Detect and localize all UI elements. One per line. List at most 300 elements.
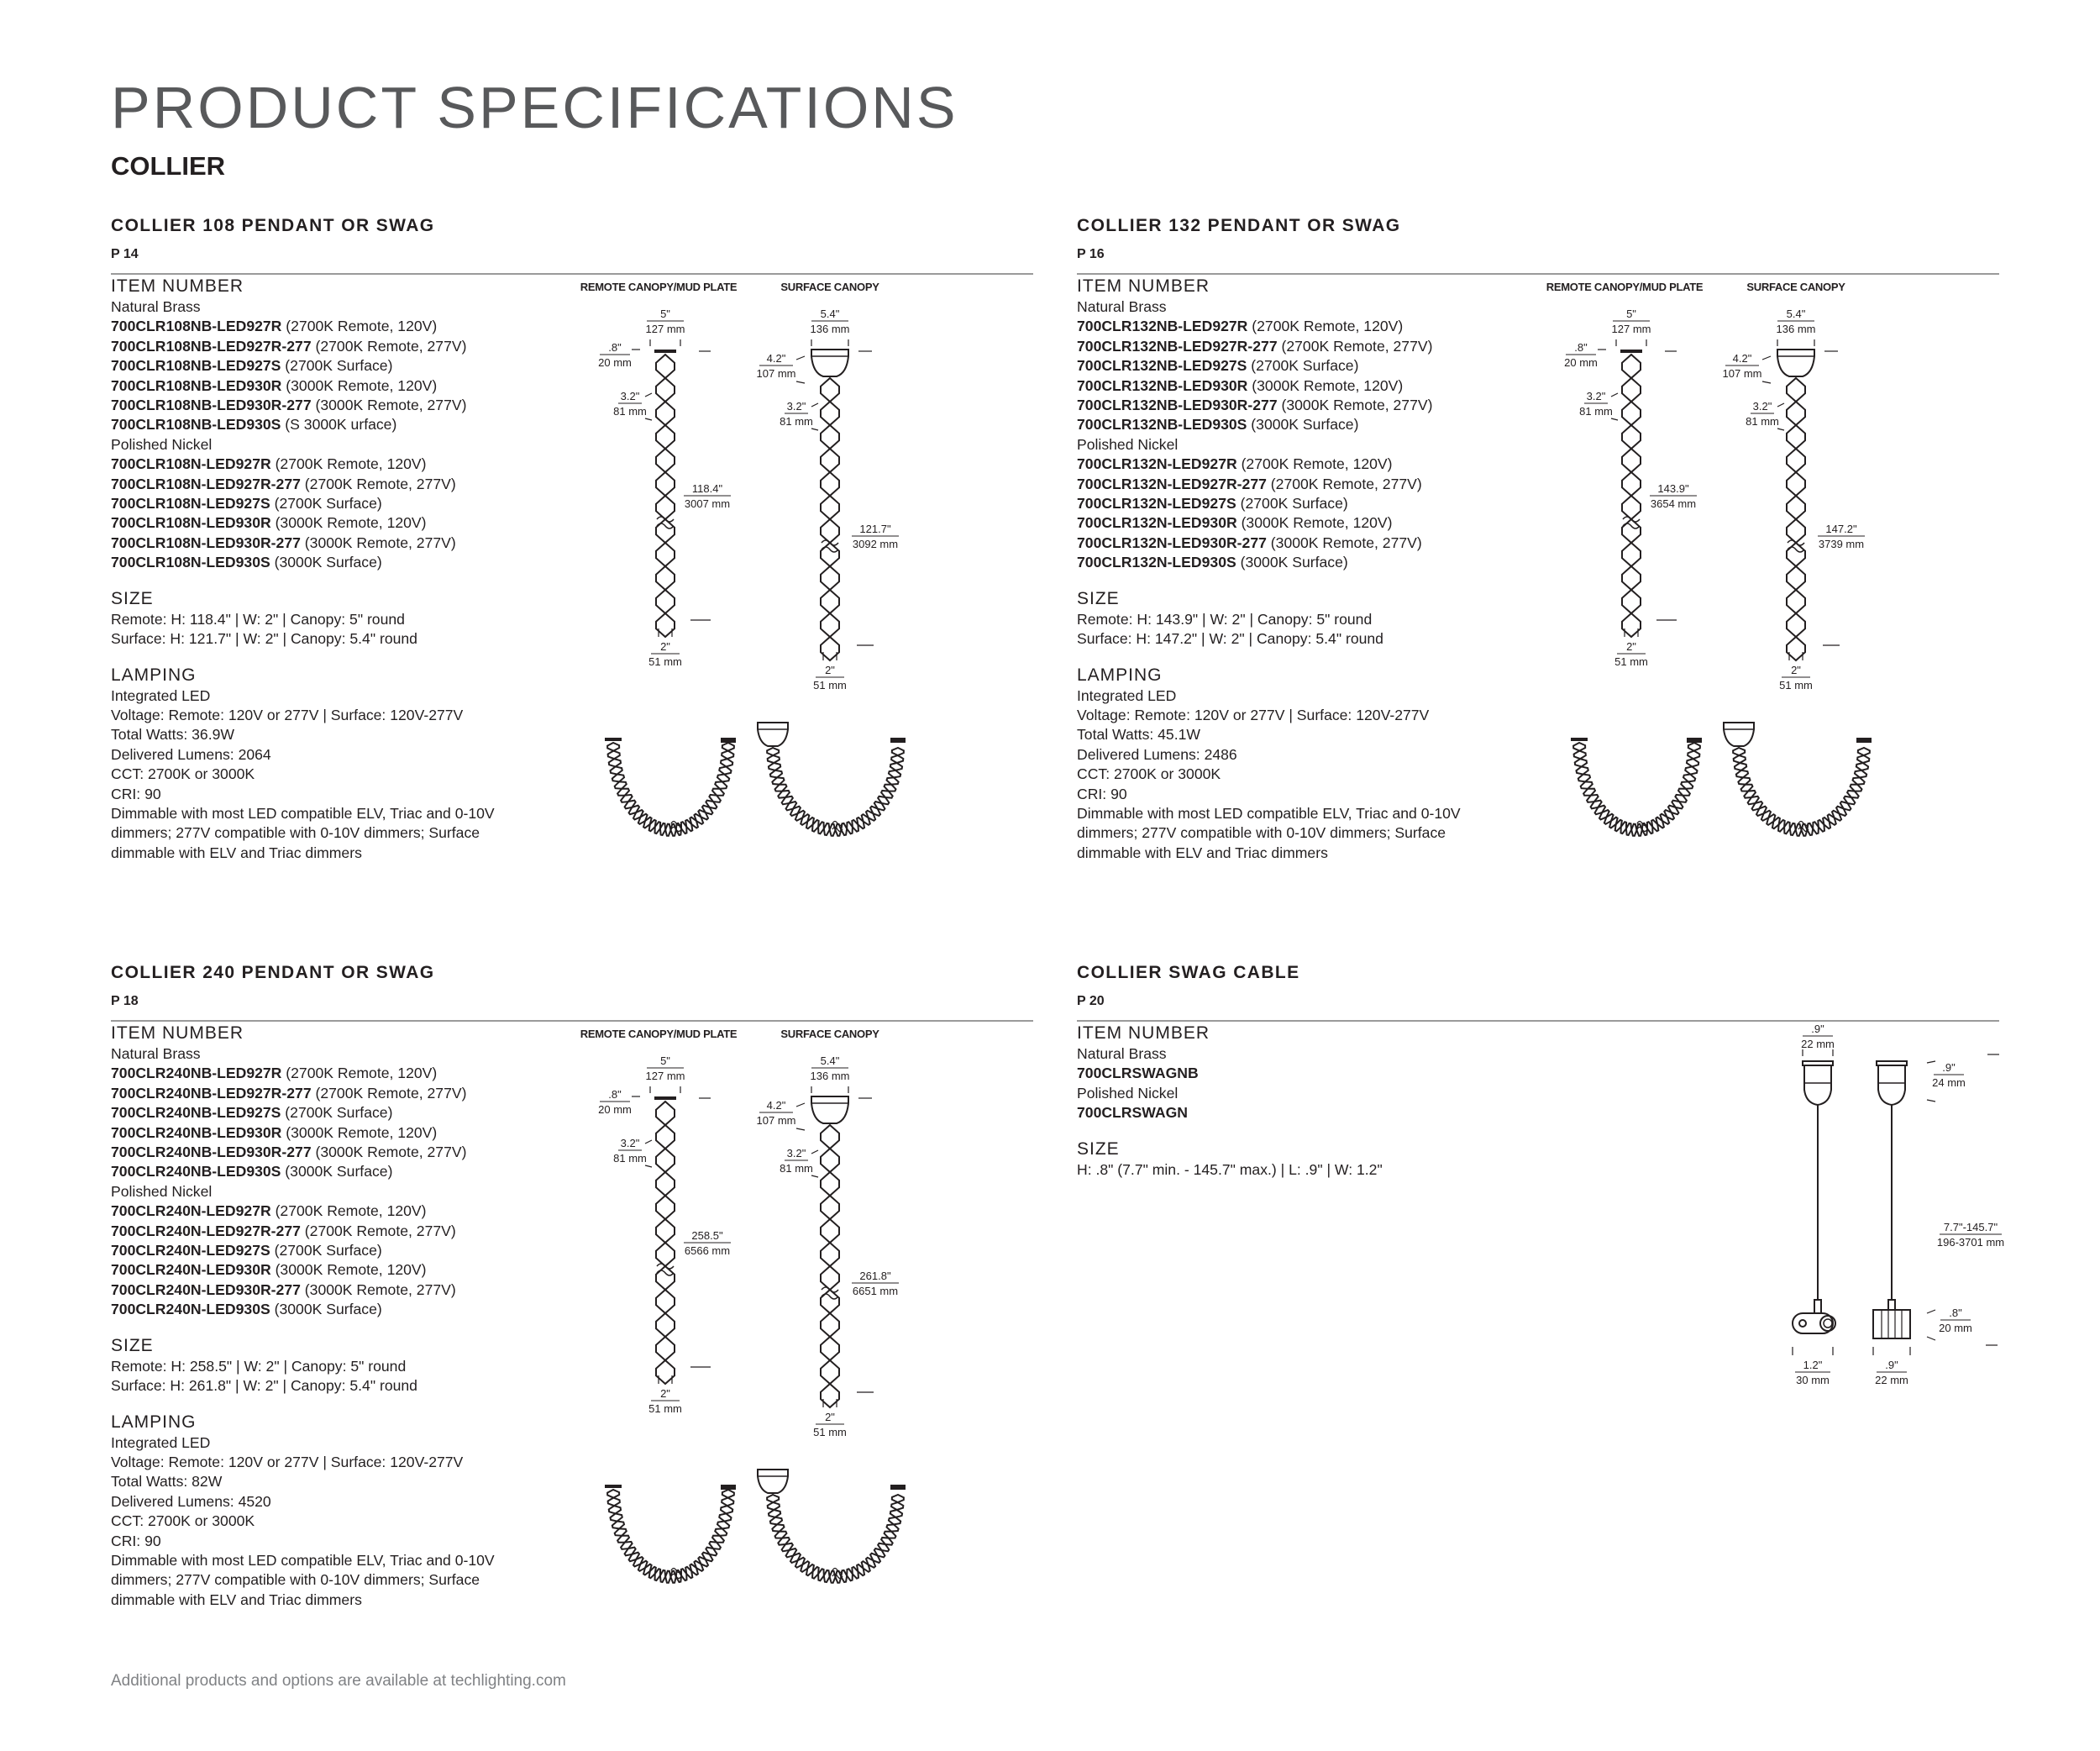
dimension — [1746, 400, 1779, 428]
dimension-mm: 81 mm — [1746, 415, 1779, 428]
item-description: (3000K Surface) — [270, 554, 382, 571]
item-list — [1077, 1044, 1547, 1123]
spec-line: dimmable with ELV and Triac dimmers — [111, 1591, 362, 1608]
spec-line: Surface: H: 261.8" | W: 2" | Canopy: 5.4" round — [111, 1377, 417, 1395]
hook-ring-inner-icon — [1824, 1319, 1832, 1328]
dimension-mm: 127 mm — [645, 323, 685, 335]
item-code: 700CLR132NB-LED927R-277 — [1077, 337, 1278, 355]
chain-link — [772, 1524, 784, 1531]
item-description: Polished Nickel — [1077, 1084, 1179, 1102]
chain-link — [1733, 748, 1745, 755]
item-number — [111, 534, 581, 553]
spec-line: Voltage: Remote: 120V or 277V | Surface: 120V-277V — [111, 1453, 464, 1470]
finish-label — [1077, 1084, 1547, 1103]
chain-link — [1685, 766, 1697, 774]
chain-link — [821, 378, 839, 402]
block-body-icon — [1873, 1310, 1910, 1338]
dimension — [613, 1137, 647, 1165]
dimension-mm: 51 mm — [648, 655, 682, 668]
item-description: (3000K Remote, 277V) — [300, 1280, 456, 1298]
chain-link — [1576, 766, 1588, 774]
chain — [1787, 378, 1805, 660]
chain-link — [1660, 814, 1669, 824]
chain-link — [717, 1522, 729, 1529]
spec-line: dimmers; 277V compatible with 0-10V dimmers; Surface — [111, 1571, 480, 1589]
chain-link — [1622, 378, 1641, 402]
pendant-diagram — [580, 1023, 1033, 1644]
dimension — [1723, 352, 1762, 380]
chain-link — [717, 775, 729, 782]
item-number — [111, 455, 581, 474]
dimension-inches: 2" — [825, 1411, 835, 1423]
leader-line — [1611, 393, 1618, 397]
chain-link — [1599, 810, 1609, 819]
dimension-inches: 4.2" — [766, 1099, 786, 1112]
item-number — [111, 1064, 581, 1083]
item-number-heading: ITEM NUMBER — [111, 276, 244, 296]
chain-link — [866, 1558, 875, 1568]
chain-link — [1622, 355, 1641, 378]
item-description: (3000K Surface) — [1236, 554, 1348, 571]
dimension — [646, 1054, 685, 1082]
item-description: (3000K Remote, 120V) — [1247, 376, 1404, 394]
chain — [656, 355, 675, 637]
section-page-ref: P 14 — [111, 247, 139, 261]
chain-link — [1853, 777, 1865, 784]
item-description: (2700K Surface) — [1247, 357, 1359, 375]
lamping-heading: LAMPING — [1077, 665, 1163, 685]
chain-link — [821, 613, 839, 637]
section-title: COLLIER 108 PENDANT OR SWAG — [111, 216, 435, 235]
chain-link — [767, 748, 779, 755]
leader-line — [811, 403, 818, 407]
item-number — [111, 494, 581, 513]
lamping-heading: LAMPING — [111, 1412, 197, 1432]
dimension-mm: 3007 mm — [684, 497, 731, 510]
spec-line: CCT: 2700K or 3000K — [111, 1512, 255, 1530]
size-list — [111, 1357, 581, 1396]
lamping-list — [1077, 686, 1547, 864]
chain-link — [1832, 811, 1841, 821]
item-code: 700CLR108N-LED930R — [111, 514, 271, 532]
chain-link — [824, 1570, 830, 1582]
item-code: 700CLR132N-LED930S — [1077, 554, 1236, 571]
dimension-inches: 7.7"-145.7" — [1943, 1221, 1998, 1233]
dimension-inches: 2" — [1626, 640, 1636, 653]
item-number — [1077, 356, 1547, 376]
chain-link — [656, 1149, 675, 1172]
item-number — [111, 317, 581, 336]
item-description: (3000K Remote, 277V) — [1277, 397, 1433, 414]
chain-link — [722, 743, 734, 751]
item-description: Natural Brass — [111, 1045, 201, 1062]
dimension-inches: 3.2" — [786, 400, 806, 413]
chain-link — [1622, 543, 1641, 566]
item-code: 700CLR132NB-LED930S — [1077, 416, 1247, 434]
item-code: 700CLR132NB-LED927S — [1077, 357, 1247, 375]
item-code: 700CLRSWAGNB — [1077, 1065, 1199, 1082]
spec-line: H: .8" (7.7" min. - 145.7" max.) | L: .9" | W: 1.2" — [1077, 1160, 1383, 1178]
chain-link — [1575, 759, 1587, 766]
item-number — [1077, 553, 1547, 572]
chain-link — [1858, 748, 1870, 755]
break-mark-icon — [822, 1287, 838, 1299]
chain-link — [870, 807, 880, 816]
chain-link — [1787, 590, 1805, 613]
chain-link — [719, 766, 731, 774]
chain-link — [722, 1490, 734, 1498]
chain-link — [656, 449, 675, 472]
size-heading: SIZE — [1077, 1138, 1120, 1159]
dimension-mm: 127 mm — [645, 1070, 685, 1082]
dimension-inches: .8" — [608, 1088, 622, 1101]
dimension — [813, 664, 847, 691]
dimension-inches: 3.2" — [1752, 400, 1772, 413]
chain — [1622, 355, 1641, 637]
chain-link — [821, 1243, 839, 1266]
chain-link — [790, 807, 801, 816]
item-description: (3000K Surface) — [1247, 416, 1359, 434]
chain-link — [698, 1557, 708, 1566]
dimension — [598, 1088, 632, 1116]
dimension — [613, 390, 647, 418]
leader-line — [1777, 403, 1784, 407]
item-description: (3000K Surface) — [270, 1301, 382, 1318]
item-number — [1077, 455, 1547, 474]
spec-line: Total Watts: 45.1W — [1077, 726, 1200, 744]
item-description: (2700K Surface) — [1236, 495, 1348, 513]
item-description: Polished Nickel — [1077, 435, 1179, 453]
dimension — [1932, 1061, 1966, 1089]
surface-canopy-icon — [811, 350, 848, 376]
swag-chain — [767, 1495, 904, 1583]
item-code: 700CLR108N-LED930S — [111, 554, 270, 571]
footer-note: Additional products and options are available at techlighting.com — [111, 1672, 566, 1690]
item-number — [111, 513, 581, 533]
dimension — [1777, 308, 1816, 335]
spec-line: Dimmable with most LED compatible ELV, Triac and 0-10V — [111, 804, 495, 822]
chain-link — [892, 1495, 904, 1502]
chain-link — [615, 781, 627, 788]
item-description: (2700K Remote, 277V) — [300, 1222, 456, 1239]
dimension-inches: .8" — [608, 341, 622, 354]
chain-link — [608, 751, 620, 760]
surface-canopy-icon — [1777, 350, 1814, 376]
spec-line: CCT: 2700K or 3000K — [111, 765, 255, 783]
item-description: (2700K Remote, 120V) — [281, 318, 438, 335]
chain-link — [656, 496, 675, 519]
dimension-inches: 2" — [660, 640, 670, 653]
chain-link — [1688, 743, 1700, 751]
chain-link — [821, 402, 839, 425]
dimension-inches: 5.4" — [820, 308, 840, 320]
item-number — [111, 1202, 581, 1221]
finish-label — [1077, 1044, 1547, 1064]
dimension-mm: 107 mm — [1722, 367, 1762, 380]
item-number — [1077, 475, 1547, 494]
chain-link — [638, 1561, 648, 1571]
chain-link — [1787, 449, 1805, 472]
diagram-canvas — [1546, 276, 1999, 897]
chain-link — [615, 1528, 627, 1535]
chain-link — [608, 1498, 620, 1506]
section-collier-240 — [111, 963, 1033, 1608]
dimension-inches: .8" — [1574, 341, 1588, 354]
leader-line — [1777, 429, 1784, 430]
chain-link — [1622, 496, 1641, 519]
item-description: (3000K Remote, 277V) — [311, 1144, 467, 1161]
item-number-heading: ITEM NUMBER — [111, 1023, 244, 1043]
swag-cable-hook-version — [1803, 1061, 1833, 1300]
dimension-mm: 22 mm — [1801, 1038, 1835, 1050]
item-description: (2700K Remote, 277V) — [1277, 337, 1433, 355]
chain-link — [633, 810, 643, 819]
remote-canopy-label: REMOTE CANOPY/MUD PLATE — [580, 281, 738, 293]
chain-link — [1622, 425, 1641, 449]
item-code: 700CLR108N-LED927R — [111, 455, 271, 473]
dimension-inches: 2" — [1791, 664, 1801, 676]
dimension-inches: 2" — [660, 1387, 670, 1400]
leader-line — [1927, 1310, 1935, 1313]
chain-link — [1855, 770, 1866, 778]
dimension-mm: 51 mm — [1614, 655, 1648, 668]
mud-plate — [605, 1485, 622, 1488]
dimension-mm: 81 mm — [613, 1152, 647, 1165]
item-description: (2700K Remote, 277V) — [1266, 475, 1422, 492]
page-subtitle: COLLIER — [111, 151, 226, 181]
chain-link — [889, 770, 900, 778]
pendant-diagram — [580, 276, 1033, 897]
chain-link — [656, 590, 675, 613]
chain-link — [1578, 775, 1590, 782]
chain-link — [1761, 811, 1771, 821]
item-number — [111, 553, 581, 572]
spec-line: Voltage: Remote: 120V or 277V | Surface: 120V-277V — [1077, 706, 1430, 723]
item-code: 700CLR240NB-LED927R-277 — [111, 1084, 312, 1102]
item-code: 700CLRSWAGN — [1077, 1104, 1188, 1122]
section-divider — [1077, 273, 1999, 275]
leader-line — [811, 1150, 818, 1154]
hook-hole-icon — [1799, 1320, 1806, 1327]
chain-link — [656, 1102, 675, 1125]
dimension-inches: 1.2" — [1803, 1359, 1823, 1371]
diagram-canvas — [1556, 1023, 2005, 1644]
chain-link — [1622, 519, 1641, 543]
item-description: (2700K Remote, 120V) — [281, 1065, 438, 1082]
leader-line — [796, 356, 805, 360]
item-number — [111, 1084, 581, 1103]
dimension-inches: .9" — [1885, 1359, 1898, 1371]
chain-link — [770, 770, 782, 778]
dimension-mm: 22 mm — [1875, 1374, 1908, 1386]
break-mark-icon — [1788, 540, 1804, 552]
break-mark-icon — [822, 540, 838, 552]
dimension — [780, 1147, 813, 1175]
spec-line: dimmers; 277V compatible with 0-10V dimmers; Surface — [1077, 824, 1446, 842]
dimension-inches: .9" — [1811, 1023, 1824, 1035]
chain-link — [698, 810, 708, 819]
spec-line: Delivered Lumens: 2486 — [1077, 745, 1237, 763]
chain-link — [1796, 824, 1802, 836]
diagram-canvas — [580, 1023, 1033, 1644]
item-description: (3000K Surface) — [281, 1163, 393, 1180]
item-number — [1077, 396, 1547, 415]
dimension — [598, 341, 632, 369]
chain — [821, 1125, 839, 1407]
spec-text — [111, 276, 581, 863]
item-description: Natural Brass — [111, 298, 201, 315]
item-code: 700CLR240N-LED930S — [111, 1301, 270, 1318]
chain-link — [1787, 425, 1805, 449]
chain-link — [656, 1313, 675, 1337]
item-description: Polished Nickel — [111, 435, 213, 453]
dimension-inches: 4.2" — [1732, 352, 1752, 365]
dimension — [1937, 1221, 2004, 1249]
spec-line: Integrated LED — [111, 686, 211, 704]
chain-link — [821, 1172, 839, 1196]
item-description: (3000K Remote, 277V) — [311, 397, 467, 414]
size-heading: SIZE — [1077, 588, 1120, 608]
chain-link — [824, 823, 830, 835]
spec-line: Surface: H: 147.2" | W: 2" | Canopy: 5.4" round — [1077, 630, 1383, 648]
chain-link — [891, 755, 903, 763]
lamping-list — [111, 1433, 581, 1611]
spec-line: dimmers; 277V compatible with 0-10V dimmers; Surface — [111, 824, 480, 842]
leader-line — [796, 1128, 805, 1130]
spec-line: dimmable with ELV and Triac dimmers — [1077, 844, 1328, 861]
item-code: 700CLR108NB-LED930R-277 — [111, 397, 312, 414]
dimension-mm: 30 mm — [1796, 1374, 1830, 1386]
chain-link — [656, 402, 675, 425]
chain — [821, 378, 839, 660]
dimension-mm: 51 mm — [1779, 679, 1813, 691]
chain-link — [656, 1219, 675, 1243]
dimension-inches: 5" — [660, 1054, 670, 1067]
chain-link — [722, 751, 733, 760]
leader-line — [1762, 356, 1771, 360]
break-mark-icon — [657, 1264, 674, 1275]
item-number — [1077, 376, 1547, 396]
dimension — [684, 482, 731, 510]
dimension — [780, 400, 813, 428]
item-code: 700CLR108N-LED927S — [111, 495, 270, 513]
item-number — [111, 1103, 581, 1123]
item-number — [111, 415, 581, 434]
dimension — [684, 1229, 731, 1257]
finish-label — [1077, 297, 1547, 317]
chain-link — [769, 1510, 780, 1517]
dimension-inches: 4.2" — [766, 352, 786, 365]
dimension-inches: 3.2" — [620, 390, 640, 402]
dimension-mm: 81 mm — [1579, 405, 1613, 418]
item-number — [111, 1280, 581, 1300]
size-heading: SIZE — [111, 588, 154, 608]
item-number — [111, 396, 581, 415]
leader-line — [645, 418, 652, 420]
mud-plate — [1620, 350, 1642, 353]
item-number-heading: ITEM NUMBER — [1077, 1023, 1210, 1043]
chain-link — [1681, 781, 1693, 788]
size-heading: SIZE — [111, 1335, 154, 1355]
dimension-inches: 118.4" — [691, 482, 723, 495]
swag-cable-block-version — [1877, 1061, 1907, 1300]
dimension — [1801, 1023, 1835, 1050]
dimension-mm: 136 mm — [810, 323, 850, 335]
finish-label — [111, 435, 581, 455]
spec-line: Total Watts: 82W — [111, 1473, 223, 1491]
chain-link — [656, 1125, 675, 1149]
item-description: (2700K Remote, 120V) — [1247, 318, 1404, 335]
dimension-mm: 20 mm — [1564, 356, 1598, 369]
section-divider — [111, 273, 1033, 275]
surface-canopy-icon — [758, 723, 788, 746]
dimension — [811, 308, 850, 335]
item-code: 700CLR240NB-LED930R — [111, 1123, 282, 1141]
swag-hook — [1856, 738, 1872, 743]
item-number — [111, 356, 581, 376]
item-description: (3000K Remote, 120V) — [270, 1261, 427, 1279]
item-description: (3000K Remote, 120V) — [281, 376, 438, 394]
chain-link — [887, 777, 899, 784]
swag-chain — [607, 743, 734, 836]
chain-link — [1787, 613, 1805, 637]
leader-line — [1611, 418, 1618, 420]
chain-link — [610, 1513, 622, 1521]
item-code: 700CLR132N-LED930R-277 — [1077, 534, 1267, 551]
dimension-mm: 81 mm — [780, 415, 813, 428]
surface-canopy-label: SURFACE CANOPY — [780, 1028, 879, 1040]
item-code: 700CLR132NB-LED927R — [1077, 318, 1248, 335]
item-description: (2700K Remote, 277V) — [300, 475, 456, 492]
swag-chain — [1733, 748, 1870, 836]
section-swag-cable — [1077, 963, 2005, 1386]
section-title: COLLIER 240 PENDANT OR SWAG — [111, 963, 435, 982]
leader-line — [1927, 1337, 1935, 1340]
chain-link — [890, 763, 902, 770]
surface-canopy-label: SURFACE CANOPY — [780, 281, 879, 293]
item-list — [111, 1044, 581, 1320]
item-description: Natural Brass — [1077, 1045, 1167, 1062]
chain-link — [821, 472, 839, 496]
item-number — [1077, 534, 1547, 553]
item-description: (2700K Remote, 120V) — [270, 1202, 427, 1220]
surface-canopy-icon — [811, 1096, 848, 1123]
spec-text — [1077, 276, 1547, 863]
chain-link — [715, 1528, 727, 1535]
chain-link — [694, 1561, 703, 1571]
spec-line: CRI: 90 — [1077, 785, 1127, 802]
dimension-mm: 196-3701 mm — [1936, 1236, 2005, 1249]
chain-link — [694, 814, 703, 824]
swag-hook — [890, 738, 906, 743]
chain-link — [656, 472, 675, 496]
dimension-inches: 147.2" — [1825, 523, 1857, 535]
dimension-inches: 143.9" — [1657, 482, 1689, 495]
item-code: 700CLR240N-LED930R-277 — [111, 1280, 301, 1298]
leader-line — [1762, 381, 1771, 383]
item-number — [1077, 1064, 1547, 1083]
mud-plate — [654, 350, 676, 353]
leader-line — [645, 1140, 652, 1144]
section-divider — [1077, 1020, 1999, 1022]
dimension-inches: 3.2" — [620, 1137, 640, 1149]
item-description: (3000K Remote, 120V) — [281, 1123, 438, 1141]
finish-label — [111, 1182, 581, 1202]
chain-link — [821, 519, 839, 543]
spec-line: Integrated LED — [111, 1433, 211, 1451]
item-code: 700CLR240NB-LED930R-277 — [111, 1144, 312, 1161]
break-mark-icon — [1623, 517, 1640, 528]
